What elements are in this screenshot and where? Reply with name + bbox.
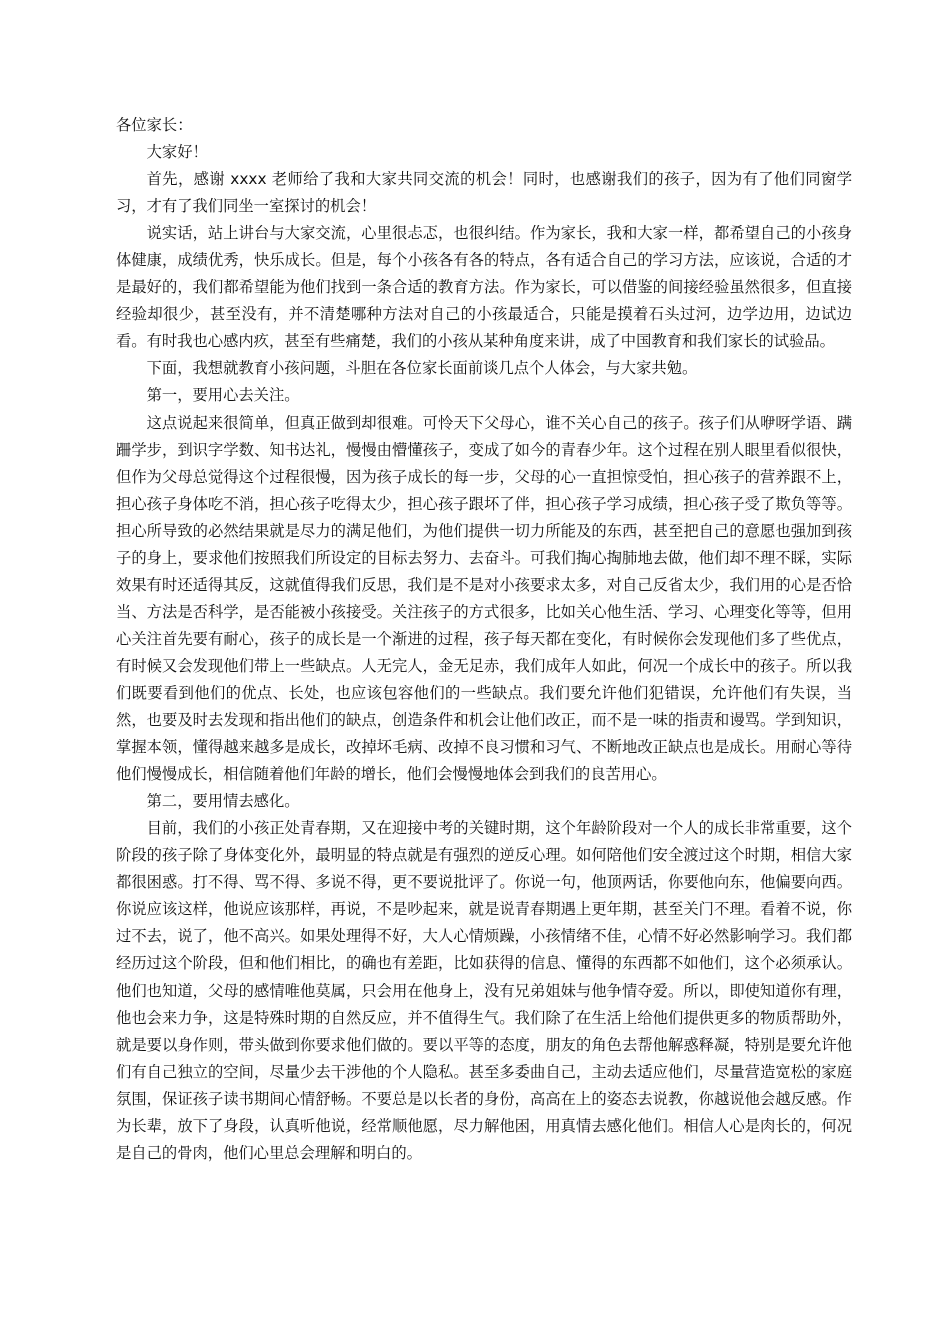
paragraph-second-body: 目前，我们的小孩正处青春期，又在迎接中考的关键时期，这个年龄阶段对一个人的成长非常重要，这个阶段的孩子除了身体变化外，最明显的特点就是有强烈的逆反心理。如何陪他们安全渡过这个时期，相信大家都很困惑。打不得、骂不得、多说不得，更不要说批评了。你说一句，他顶两话，你要他向东，他偏要向西。你说应该这样，他说应该那样，再说，不是吵起来，就是说青春期遇上更年期，甚至关门不理。看着不说，你过不去，说了，他不高兴。如果处理得不好，大人心情烦躁，小孩情绪不佳，心情不好必然影响学习。我们都经历过这个阶段，但和他们相比，的确也有差距，比如获得的信息、懂得的东西都不如他们，这个必须承认。他们也知道，父母的感情唯他莫属，只会用在他身上，没有兄弟姐妹与他争情夺爱。所以，即使知道你有理，他也会来力争，这是特殊时期的自然反应，并不值得生气。我们除了在生活上给他们提供更多的物质帮助外，就是要以身作则，带头做到你要求他们做的。要以平等的态度，朋友的角色去帮他解惑释凝，特别是要允许他们有自己独立的空间，尽量少去干涉他的个人隐私。甚至多委曲自己，主动去适应他们，尽量营造宽松的家庭氛围，保证孩子读书期间心情舒畅。不要总是以长者的身份，高高在上的姿态去说教，你越说他会越反感。作为长辈，放下了身段，认真听他说，经常顺他愿，尽力解他困，用真情去感化他们。相信人心是肉长的，何况是自己的骨肉，他们心里总会理解和明白的。 xyxy=(116,819,852,1162)
paragraph-greeting: 大家好！ xyxy=(146,143,208,162)
paragraph-feelings: 说实话，站上讲台与大家交流，心里很忐忑，也很纠结。作为家长，我和大家一样，都希望自己的小孩身体健康，成绩优秀，快乐成长。但是，每个小孩各有各的特点，各有适合自己的学习方法，应该说，合适的才是最好的，我们都希望能为他们找到一条合适的教育方法。作为家长，可以借鉴的间接经验虽然很多，但直接经验却很少，甚至没有，并不清楚哪种方法对自己的小孩最适合，只能是摸着石头过河，边学边用，边试边看。有时我也心感内疚，甚至有些痛楚，我们的小孩从某种角度来讲，成了中国教育和我们家长的试验品。 xyxy=(116,224,852,351)
section-heading-second: 第二，要用情去感化。 xyxy=(146,792,300,811)
paragraph-first-body: 这点说起来很简单，但真正做到却很难。可怜天下父母心，谁不关心自己的孩子。孩子们从咿呀学语、蹒跚学步，到识字学数、知书达礼，慢慢由懵懂孩子，变成了如今的青春少年。这个过程在别人眼里看似很快，但作为父母总觉得这个过程很慢，因为孩子成长的每一步，父母的心一直担惊受怕，担心孩子的营养跟不上，担心孩子身体吃不消，担心孩子吃得太少，担心孩子跟坏了伴，担心孩子学习成绩，担心孩子受了欺负等等。担心所导致的必然结果就是尽力的满足他们，为他们提供一切力所能及的东西，甚至把自己的意愿也强加到孩子的身上，要求他们按照我们所设定的目标去努力、去奋斗。可我们掏心掏肺地去做，他们却不理不睬，实际效果有时还适得其反，这就值得我们反思，我们是不是对小孩要求太多，对自己反省太少，我们用的心是否恰当、方法是否科学，是否能被小孩接受。关注孩子的方式很多，比如关心他生活、学习、心理变化等等，但用心关注首先要有耐心，孩子的成长是一个渐进的过程，孩子每天都在变化，有时候你会发现他们多了些优点，有时候又会发现他们带上一些缺点。人无完人，金无足赤，我们成年人如此，何况一个成长中的孩子。所以我们既要看到他们的优点、长处，也应该包容他们的一些缺点。我们要允许他们犯错误，允许他们有失误，当然，也要及时去发现和指出他们的缺点，创造条件和机会让他们改正，而不是一味的指责和谩骂。学到知识，掌握本领，懂得越来越多是成长，改掉坏毛病、改掉不良习惯和习气、不断地改正缺点也是成长。用耐心等待他们慢慢成长，相信随着他们年龄的增长，他们会慢慢地体会到我们的良苦用心。 xyxy=(116,413,852,784)
paragraph-intro: 下面，我想就教育小孩问题，斗胆在各位家长面前谈几点个人体会，与大家共勉。 xyxy=(146,359,698,378)
paragraph-thanks: 首先，感谢 xxxx 老师给了我和大家共同交流的机会！同时，也感谢我们的孩子，因为有了他们同窗学习，才有了我们同坐一室探讨的机会！ xyxy=(116,170,852,216)
section-heading-first: 第一，要用心去关注。 xyxy=(146,386,300,405)
speech-document xyxy=(116,112,852,1167)
salutation: 各位家长： xyxy=(116,116,193,134)
